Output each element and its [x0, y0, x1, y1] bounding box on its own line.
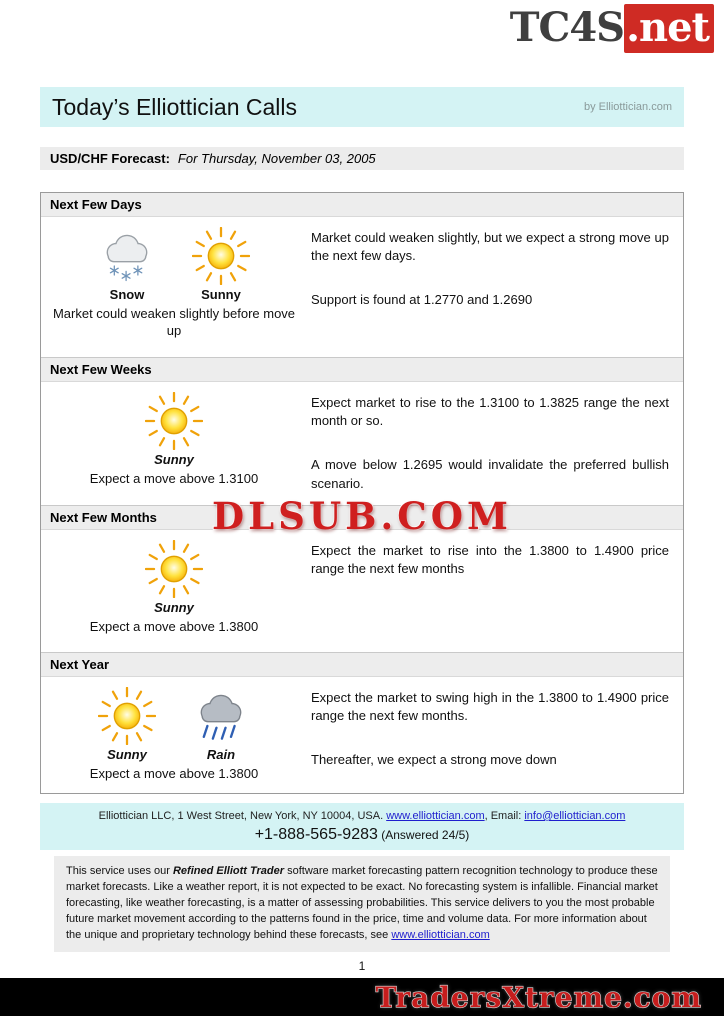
weather-icon-block: [145, 392, 203, 467]
section-header: Next Few Weeks: [41, 357, 683, 382]
byline: by Elliottician.com: [583, 101, 672, 113]
contact-footer: [40, 803, 684, 850]
weather-column: [41, 382, 307, 488]
rain-icon: [192, 687, 250, 745]
page-content: [40, 0, 684, 973]
page-title: Today’s Elliottician Calls: [52, 93, 298, 120]
disclaimer-box: [54, 856, 670, 952]
section-next-few-weeks: [41, 357, 683, 505]
section-next-year: [41, 652, 683, 793]
section-next-few-days: [41, 193, 683, 357]
forecast-text-column: [307, 217, 683, 318]
weather-caption: Market could weaken slightly before move up: [52, 306, 296, 338]
address-text: , Email:: [484, 810, 525, 822]
weather-label: Snow: [109, 287, 145, 302]
forecast-table: [40, 192, 684, 794]
forecast-paragraph: Expect the market to rise into the 1.3800 to 1.4900 price range the next few months: [311, 543, 669, 577]
phone-line: [48, 826, 676, 844]
weather-icons-row: [41, 392, 307, 467]
forecast-bar: [40, 147, 684, 170]
disclaimer-text: This service uses our: [66, 865, 173, 877]
weather-label: Sunny: [107, 747, 147, 762]
weather-label: Sunny: [201, 287, 241, 302]
product-name: Refined Elliott Trader: [172, 865, 285, 877]
forecast-pair-label: USD/CHF Forecast:: [50, 151, 170, 166]
forecast-paragraph: Market could weaken slightly, but we expect a strong move up the next few days.: [311, 230, 669, 264]
email-link[interactable]: info@elliottician.com: [524, 810, 626, 822]
forecast-paragraph: Support is found at 1.2770 and 1.2690: [311, 292, 533, 308]
forecast-date: For Thursday, November 03, 2005: [177, 151, 376, 166]
weather-icon-block: [98, 687, 156, 762]
phone-note: (Answered 24/5): [377, 828, 470, 842]
site-logo-main: TC4S: [509, 4, 625, 51]
bottom-bar: [0, 978, 724, 1016]
forecast-text-column: [307, 382, 683, 501]
weather-label: Sunny: [154, 600, 194, 615]
weather-icon-block: [145, 540, 203, 615]
watermark-center: DLSUB.COM: [212, 494, 512, 538]
weather-caption: Expect a move above 1.3100: [89, 471, 259, 486]
phone-number: +1-888-565-9283: [254, 826, 378, 843]
weather-icons-row: [41, 227, 307, 302]
weather-column: [41, 530, 307, 636]
section-next-few-months: [41, 505, 683, 652]
snow-icon: [98, 227, 156, 285]
site-logo: [510, 4, 714, 51]
disclaimer-text: software market forecasting pattern recognition technology to produce these market forecasts. Like a weather report, it is not expected to be exact. No forecasting system is infallible. Financial market forecasting, like weather forecasting, is a matter of assessing probabilities. This service delivers to you the most probable future market movement according to the patterns found in the price, time and volume data. For more information about the unique and proprietary technology behind these forecasts, see: [66, 865, 658, 941]
site-logo-suffix: .net: [624, 4, 714, 53]
watermark-bottom: TradersXtreme.com: [375, 980, 702, 1014]
forecast-paragraph: Thereafter, we expect a strong move down: [311, 752, 557, 768]
weather-column: [41, 677, 307, 783]
disclaimer-website-link[interactable]: www.elliottician.com: [391, 928, 490, 941]
section-body: [41, 382, 683, 505]
page-number: 1: [358, 958, 366, 973]
forecast-text-column: [307, 530, 683, 586]
forecast-paragraph: Expect market to rise to the 1.3100 to 1.3825 range the next month or so.: [311, 395, 669, 429]
weather-label: Rain: [206, 747, 236, 762]
weather-icon-block: [192, 227, 250, 302]
section-header: Next Year: [41, 652, 683, 677]
title-bar: [40, 87, 684, 127]
section-body: [41, 217, 683, 357]
weather-column: [41, 217, 307, 340]
weather-icons-row: [41, 540, 307, 615]
website-link[interactable]: www.elliottician.com: [386, 810, 485, 822]
forecast-text-column: [307, 677, 683, 778]
section-header: Next Few Months: [41, 505, 683, 530]
address-text: Elliottician LLC, 1 West Street, New York, NY 10004, USA.: [98, 810, 387, 822]
weather-label: Sunny: [154, 452, 194, 467]
sun-icon: [145, 392, 203, 450]
section-header: Next Few Days: [41, 193, 683, 217]
weather-caption: Expect a move above 1.3800: [89, 766, 259, 781]
forecast-paragraph: A move below 1.2695 would invalidate the preferred bullish scenario.: [311, 457, 669, 491]
forecast-paragraph: Expect the market to swing high in the 1.3800 to 1.4900 price range the next few months.: [311, 690, 669, 724]
sun-icon: [145, 540, 203, 598]
section-body: [41, 530, 683, 652]
sun-icon: [98, 687, 156, 745]
weather-caption: Expect a move above 1.3800: [89, 619, 259, 634]
address-line: [48, 810, 676, 822]
section-body: [41, 677, 683, 793]
weather-icon-block: [192, 687, 250, 762]
weather-icon-block: [98, 227, 156, 302]
sun-icon: [192, 227, 250, 285]
weather-icons-row: [41, 687, 307, 762]
